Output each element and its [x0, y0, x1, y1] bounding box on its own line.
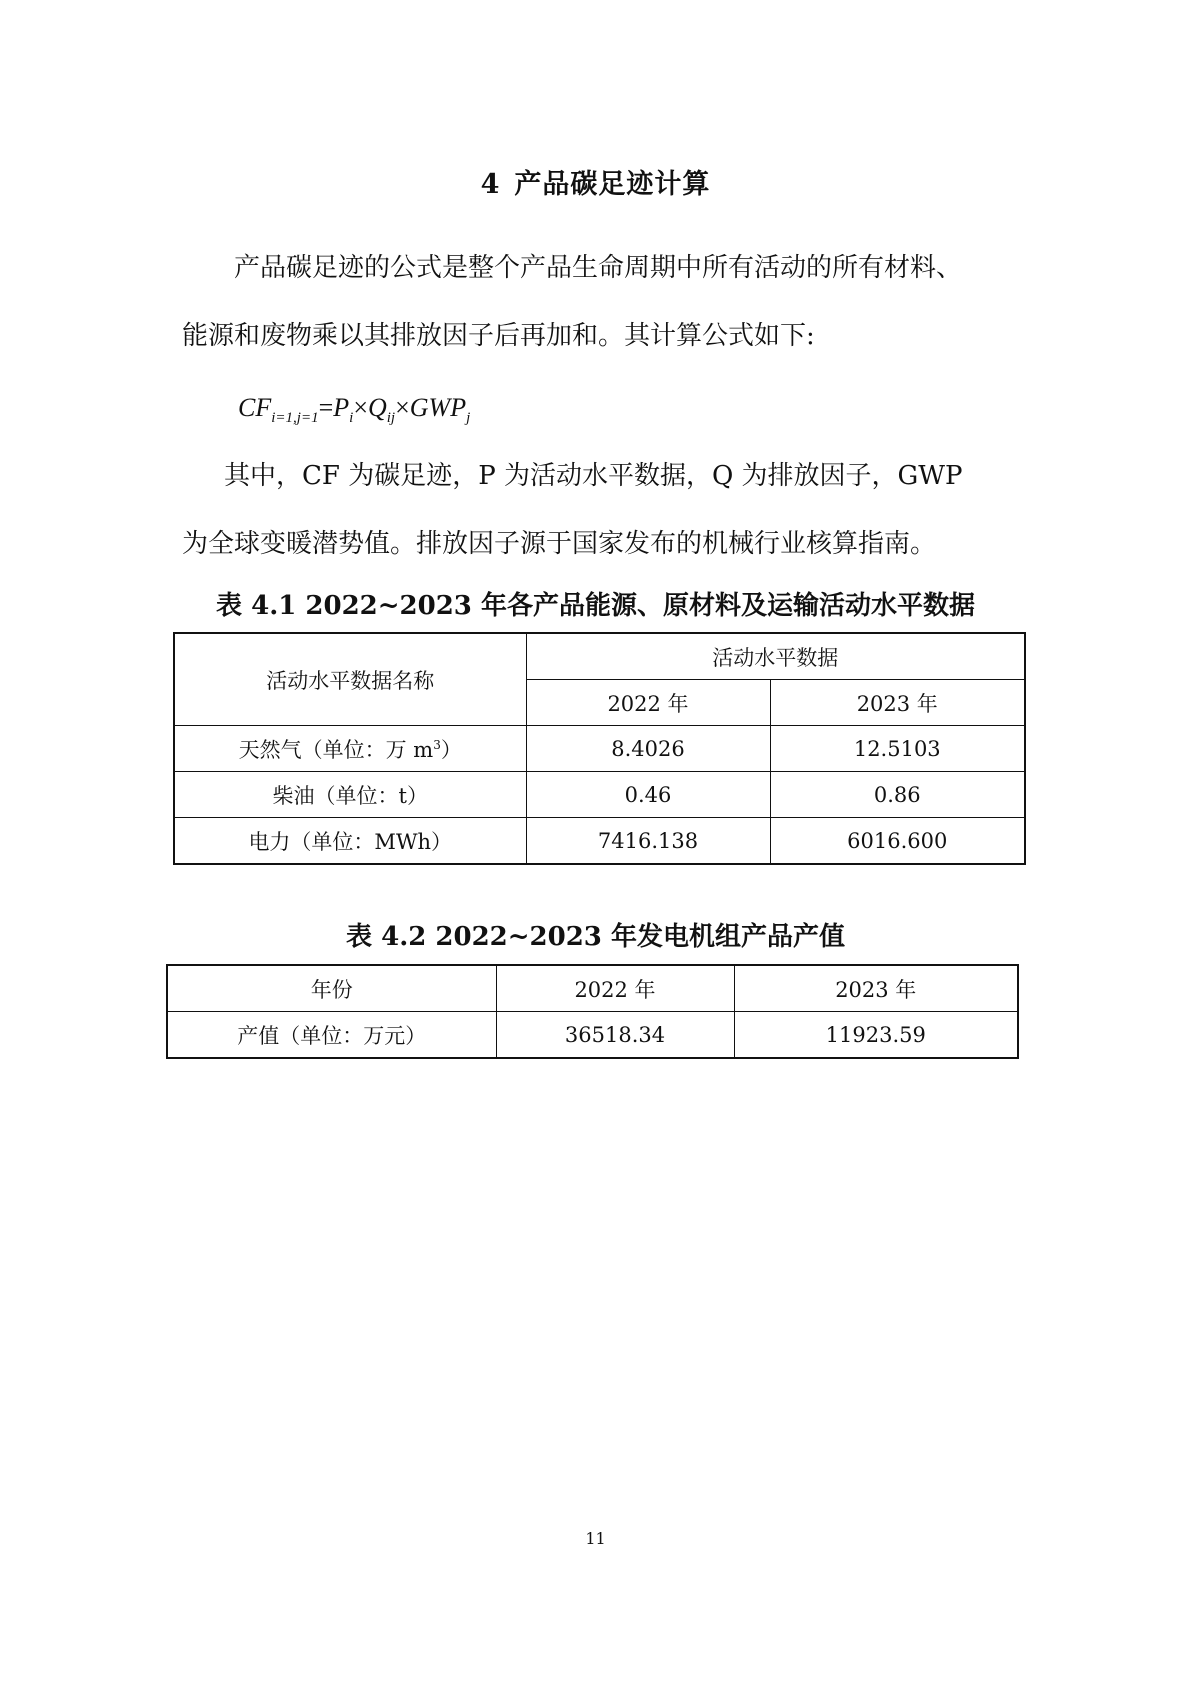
section-heading	[0, 162, 1191, 201]
formula-times: ×	[395, 393, 410, 422]
table1-header-group: 活动水平数据	[526, 633, 1025, 680]
paragraph-line: 其中，CF 为碳足迹，P 为活动水平数据，Q 为排放因子，GWP	[224, 461, 963, 491]
formula-p: P	[333, 393, 350, 422]
table1-cell-2023: 12.5103	[770, 726, 1025, 772]
table1-row-name: 柴油（单位：t）	[174, 772, 526, 818]
paragraph-line: 产品碳足迹的公式是整个产品生命周期中所有活动的所有材料、	[234, 253, 963, 283]
table1-cell-2022: 0.46	[526, 772, 770, 818]
table1-cell-2023: 6016.600	[770, 818, 1025, 865]
formula-p-subscript: i	[349, 410, 354, 427]
section-number: 4	[480, 169, 501, 200]
table2-row-label: 产值（单位：万元）	[167, 1012, 496, 1059]
table2-header-year: 2023 年	[734, 965, 1018, 1012]
table2-header-year: 2022 年	[496, 965, 734, 1012]
table1-row-name: 电力（单位：MWh）	[174, 818, 526, 865]
formula-cf-subscript: i=1,j=1	[271, 410, 319, 427]
table-row	[174, 726, 1025, 772]
table2-header-label: 年份	[167, 965, 496, 1012]
formula-q-subscript: ij	[386, 410, 396, 427]
formula-times: ×	[353, 393, 368, 422]
table1-cell-2023: 0.86	[770, 772, 1025, 818]
row-name-suffix: ）	[440, 737, 462, 762]
paragraph-formula-intro	[182, 234, 1032, 370]
page-number: 11	[585, 1529, 606, 1548]
row-name-superscript: 3	[433, 737, 441, 752]
table1-header-year: 2023 年	[770, 680, 1025, 726]
carbon-footprint-formula	[238, 393, 470, 427]
section-title: 产品碳足迹计算	[514, 169, 711, 200]
table1-cell-2022: 7416.138	[526, 818, 770, 865]
output-value-table	[166, 964, 1019, 1059]
table1-caption: 表 4.1 2022~2023 年各产品能源、原材料及运输活动水平数据	[216, 591, 975, 621]
table-row	[167, 1012, 1018, 1059]
formula-q: Q	[367, 393, 387, 422]
table1-header-year: 2022 年	[526, 680, 770, 726]
table2-cell-2023: 11923.59	[734, 1012, 1018, 1059]
table1-header-name: 活动水平数据名称	[174, 633, 526, 726]
table2-cell-2022: 36518.34	[496, 1012, 734, 1059]
formula-gwp-subscript: j	[466, 410, 471, 427]
paragraph-line: 能源和废物乘以其排放因子后再加和。其计算公式如下:	[182, 321, 815, 351]
row-name-text: 天然气（单位：万 m	[238, 737, 434, 762]
formula-equals: =	[318, 393, 334, 422]
table-row	[174, 772, 1025, 818]
paragraph-line: 为全球变暖潜势值。排放因子源于国家发布的机械行业核算指南。	[182, 529, 937, 559]
table1-cell-2022: 8.4026	[526, 726, 770, 772]
table1-row-name	[174, 726, 526, 772]
formula-gwp: GWP	[409, 393, 467, 422]
table2-caption: 表 4.2 2022~2023 年发电机组产品产值	[346, 922, 845, 952]
paragraph-formula-explanation	[182, 442, 1032, 578]
formula-cf: CF	[238, 393, 272, 422]
activity-data-table	[173, 632, 1026, 865]
table-row	[174, 818, 1025, 865]
